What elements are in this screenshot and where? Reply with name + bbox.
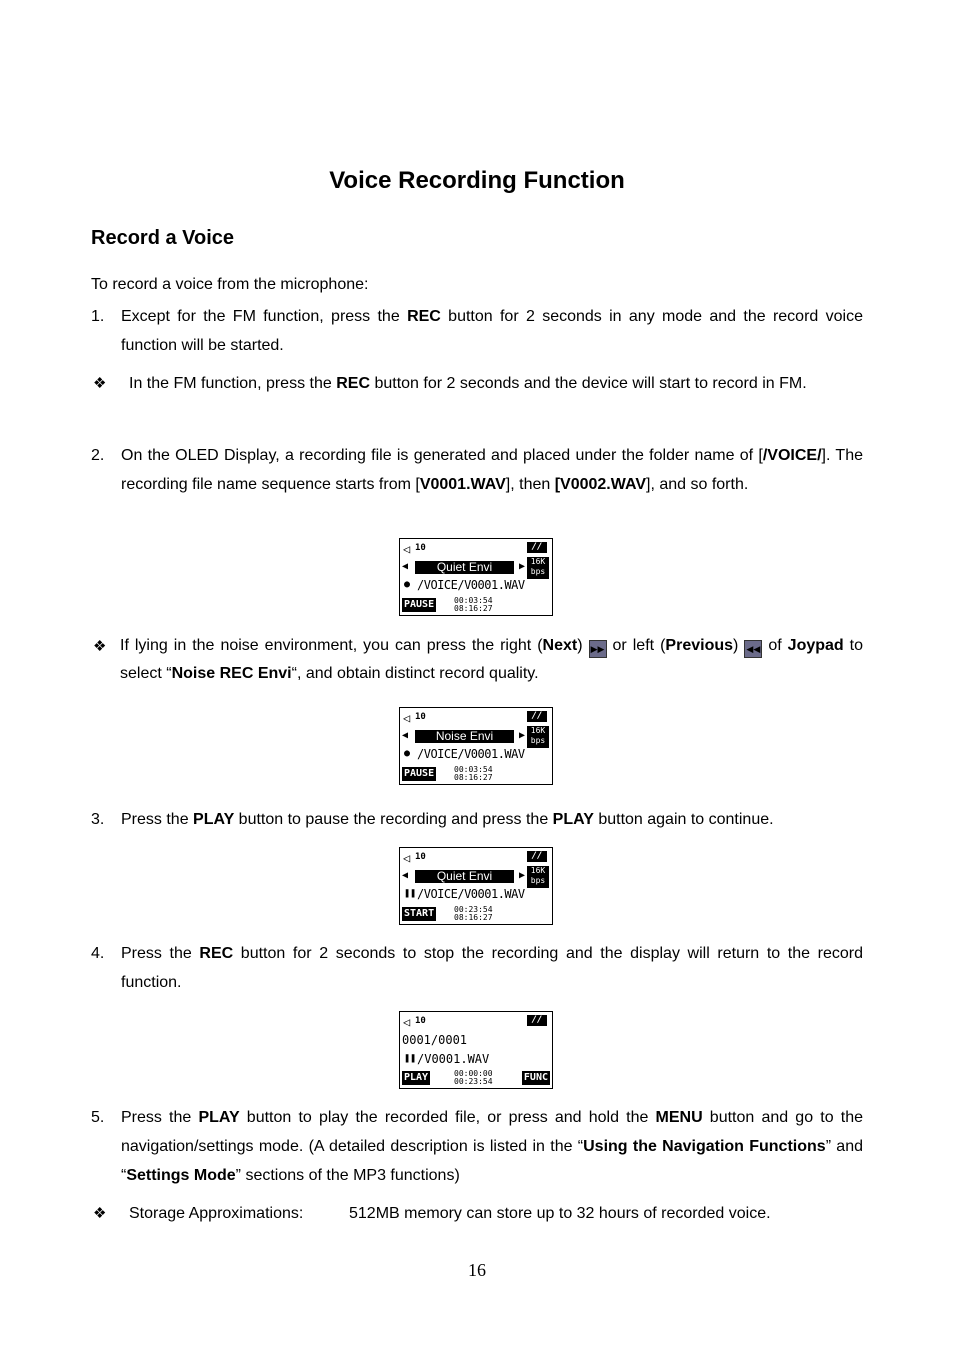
softkey-label: PLAY: [404, 1072, 429, 1083]
left-arrow-icon: ◀: [402, 730, 409, 741]
battery-icon: //: [527, 1015, 547, 1026]
step-2-text: On the OLED Display, a recording file is generated and placed under the folder name of [/VOICE/]. The recording file name sequence starts from [V0001.WAV], then [V0002.WAV], and so forth.: [121, 447, 863, 493]
softkey-label: PAUSE: [404, 768, 435, 779]
bitrate-badge: 16K bps: [527, 557, 549, 579]
step-5-text: Press the PLAY button to play the recorded file, or press and hold the MENU button and go to the navigation/settings mode. (A detailed description is listed in the “Using the Navigation Functions” and “Settings Mode” sections of the MP3 functions): [121, 1109, 864, 1184]
bullet-noise-text: If lying in the noise environment, you can press the right (Next) ▶▶ or left (Previous) ◀◀ of Joypad to select “Noise REC Envi“, and obtain distinct record quality.: [120, 637, 864, 682]
pause-icon: ❚❚: [404, 888, 417, 899]
battery-icon: //: [527, 711, 547, 722]
step-number: 3.: [91, 811, 105, 828]
right-arrow-icon: ▶: [519, 561, 526, 572]
left-arrow-icon: ◀: [402, 561, 409, 572]
previous-icon: ◀◀: [744, 640, 762, 658]
volume-level: 10: [415, 712, 426, 722]
time-readout: 00:03:54 08:16:27: [454, 596, 493, 613]
time-readout: 00:00:00 00:23:54: [454, 1069, 493, 1086]
step-1-text: Except for the FM function, press the REC button for 2 seconds in any mode and the record voice function will be started.: [121, 308, 863, 354]
record-state-icon: ●: [404, 579, 411, 590]
pause-icon: ❚❚: [404, 1053, 417, 1064]
step-number: 4.: [91, 945, 105, 962]
section-heading: Record a Voice: [91, 227, 235, 249]
step-number: 2.: [91, 447, 105, 464]
file-path: /VOICE/V0001.WAV: [417, 578, 525, 592]
right-arrow-icon: ▶: [519, 870, 526, 881]
volume-level: 10: [415, 1016, 426, 1026]
step-4-text: Press the REC button for 2 seconds to stop the recording and the display will return to the record function.: [121, 945, 864, 991]
battery-icon: //: [527, 542, 547, 553]
volume-level: 10: [415, 543, 426, 553]
time-readout: 00:23:54 08:16:27: [454, 905, 493, 922]
bullet-symbol: ❖: [93, 375, 107, 392]
bullet-fm-text: In the FM function, press the REC button for 2 seconds and the device will start to record in FM.: [129, 375, 807, 392]
storage-label: Storage Approximations:: [129, 1205, 304, 1222]
softkey-label: PAUSE: [404, 599, 435, 610]
file-counter: 0001/0001: [402, 1033, 468, 1047]
page-number: 16: [468, 1260, 486, 1280]
bullet-symbol: ❖: [93, 638, 107, 655]
bitrate-badge: 16K bps: [527, 726, 549, 748]
bullet-symbol: ❖: [93, 1205, 107, 1222]
volume-level: 10: [415, 852, 426, 862]
step-number: 1.: [91, 308, 105, 325]
storage-value: 512MB memory can store up to 32 hours of recorded voice.: [349, 1205, 771, 1222]
left-arrow-icon: ◀: [402, 870, 409, 881]
record-mode: Quiet Envi: [415, 561, 514, 574]
bitrate-badge: 16K bps: [527, 866, 549, 888]
oled-screen-stopped: [399, 1011, 553, 1089]
record-state-icon: ●: [404, 748, 411, 759]
step-number: 5.: [91, 1109, 105, 1126]
file-path: /VOICE/V0001.WAV: [417, 747, 525, 761]
speaker-icon: ◁: [403, 851, 411, 865]
oled-screen-paused: [399, 847, 553, 925]
record-mode: Noise Envi: [415, 730, 514, 743]
oled-screen-recording: [399, 538, 553, 616]
page-title: Voice Recording Function: [329, 167, 625, 194]
file-name: /V0001.WAV: [417, 1052, 490, 1066]
softkey-label: START: [404, 908, 435, 919]
battery-icon: //: [527, 851, 547, 862]
record-mode: Quiet Envi: [415, 870, 514, 883]
file-path: /VOICE/V0001.WAV: [417, 887, 525, 901]
step-3-text: Press the PLAY button to pause the recording and press the PLAY button again to continue.: [121, 811, 774, 828]
next-icon: ▶▶: [589, 640, 607, 658]
func-softkey-label: FUNC: [523, 1072, 548, 1083]
right-arrow-icon: ▶: [519, 730, 526, 741]
intro-text: To record a voice from the microphone:: [91, 276, 369, 293]
speaker-icon: ◁: [403, 1015, 411, 1029]
oled-screen-noise: [399, 707, 553, 785]
speaker-icon: ◁: [403, 542, 411, 556]
time-readout: 00:03:54 08:16:27: [454, 765, 493, 782]
speaker-icon: ◁: [403, 711, 411, 725]
